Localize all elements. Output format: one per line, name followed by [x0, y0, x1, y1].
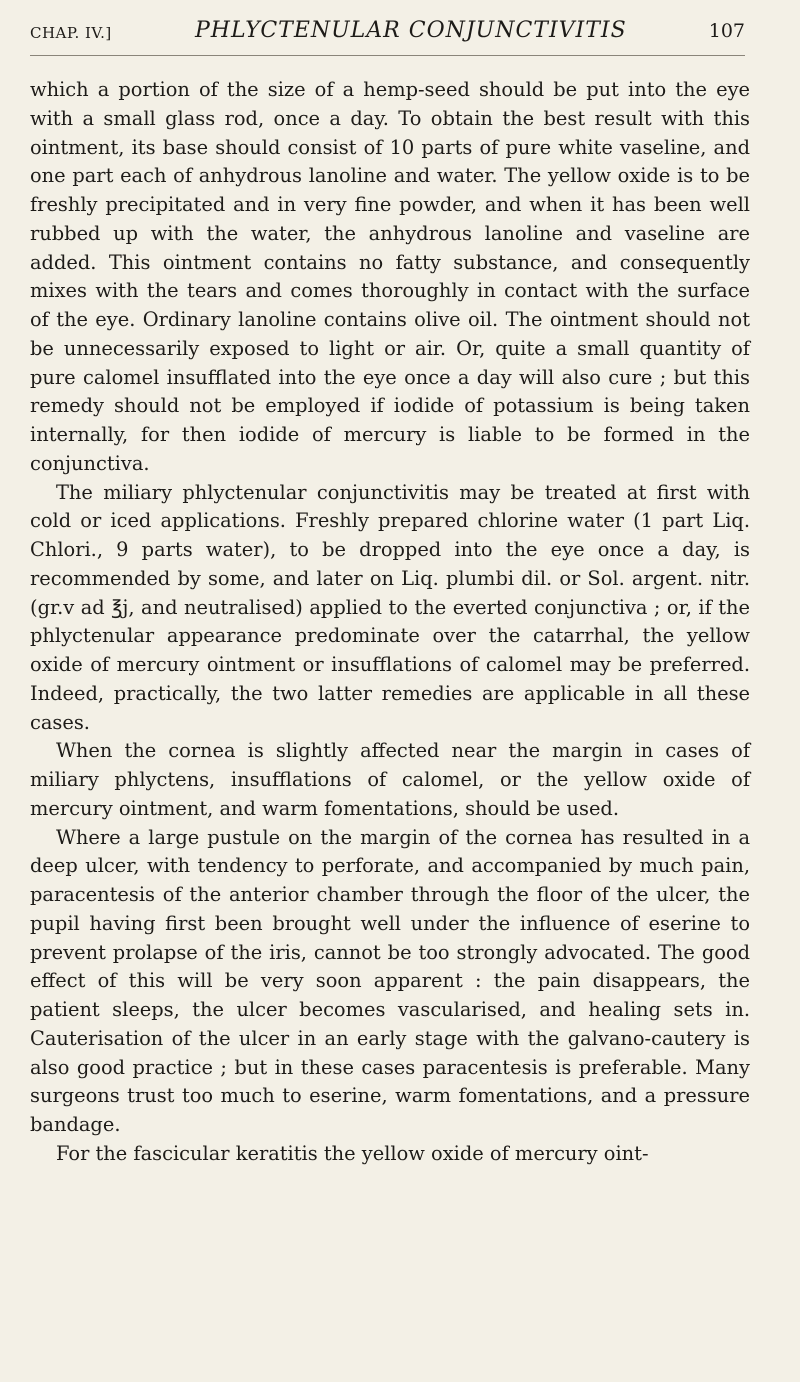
- chapter-label: CHAP. IV.]: [30, 24, 112, 42]
- header-rule: [30, 55, 745, 56]
- book-page: [30, 0, 770, 1382]
- paragraph-cornea-affected: When the cornea is slightly affected near the margin in cases of miliary phlyctens, insufflations of calomel, or the yellow oxide of mercury ointment, and warm fomentations, should be used.: [30, 739, 750, 820]
- paragraph-deep-ulcer: Where a large pustule on the margin of the cornea has resulted in a deep ulcer, with tendency to perforate, and accompanied by much pain, paracentesis of the anterior chamber through the floor of the ulcer, the pupil having first been brought well under the influence of eserine to prevent prolapse of the iris, cannot be too strongly advocated. The good effect of this will be very soon apparent : the pain disappears, the patient sleeps, the ulcer becomes vascularised, and healing sets in. Cauterisation of the ulcer in an early stage with the galvano-cautery is also good practice ; but in these cases paracentesis is preferable. Many surgeons trust too much to eserine, warm fomentations, and a pressure bandage.: [30, 825, 750, 1136]
- paragraph-fascicular-keratitis: For the fascicular keratitis the yellow oxide of mercury oint-: [56, 1141, 649, 1165]
- paragraph-miliary-treatment: The miliary phlyctenular conjunctivitis may be treated at first with cold or iced applications. Freshly prepared chlorine water (1 part Liq. Chlori., 9 parts water), to be dropped into the eye once a day, is recommended by some, and later on Liq. plumbi dil. or Sol. argent. nitr. (gr.v ad ℥j, and neutralised) applied to the everted conjunctiva ; or, if the phlyctenular appearance predominate over the catarrhal, the yellow oxide of mercury ointment or insufflations of calomel may be preferred. Indeed, practically, the two latter remedies are applicable in all these cases.: [30, 480, 750, 734]
- paragraph-continued: which a portion of the size of a hemp-seed should be put into the eye with a small glass rod, once a day. To obtain the best result with this ointment, its base should consist of 10 parts of pure white vaseline, and one part each of anhydrous lanoline and water. The yellow oxide is to be freshly precipitated and in very fine powder, and when it has been well rubbed up with the water, the anhydrous lanoline and vaseline are added. This ointment contains no fatty substance, and consequently mixes with the tears and comes thoroughly in contact with the surface of the eye. Ordinary lanoline contains olive oil. The ointment should not be unnecessarily exposed to light or air. Or, quite a small quantity of pure calomel insufflated into the eye once a day will also cure ; but this remedy should not be employed if iodide of potassium is being taken internally, for then iodide of mercury is liable to be formed in the conjunctiva.: [30, 78, 750, 475]
- running-title: PHLYCTENULAR CONJUNCTIVITIS: [195, 18, 627, 43]
- running-head: [30, 18, 745, 52]
- body-text: [30, 76, 750, 1169]
- page-number: 107: [708, 20, 745, 42]
